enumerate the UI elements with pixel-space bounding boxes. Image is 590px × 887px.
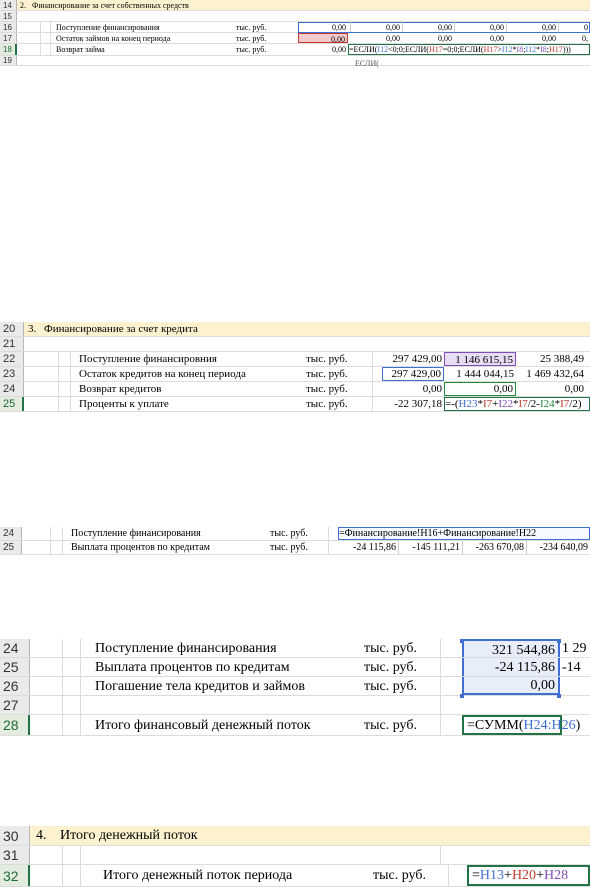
- snippet-own-funds: [0, 0, 590, 66]
- row-23: [0, 367, 590, 382]
- row-header[interactable]: 21: [0, 337, 24, 351]
- row-24: [0, 639, 590, 658]
- row-26: [0, 677, 590, 696]
- row-24: [0, 382, 590, 397]
- row-label: Поступление финансировния: [79, 353, 217, 365]
- row-label: Остаток займов на конец периода: [56, 34, 171, 43]
- value-cell[interactable]: 0,00: [454, 22, 506, 32]
- value-cell[interactable]: -145 111,21: [398, 541, 462, 554]
- unit-cell: тыс. руб.: [364, 679, 417, 694]
- row-header[interactable]: 19: [0, 56, 17, 65]
- value-cell[interactable]: -24 115,86: [462, 658, 560, 676]
- row-28: [0, 715, 590, 736]
- value-cell[interactable]: 1 469 432,64: [526, 368, 584, 380]
- row-25: [0, 541, 590, 555]
- row-27: [0, 696, 590, 715]
- row-header[interactable]: 27: [0, 696, 30, 714]
- value-cell[interactable]: 0,00: [402, 22, 454, 32]
- row-header[interactable]: 24: [0, 639, 30, 657]
- formula-cell[interactable]: =ЕСЛИ(I12<0;0;ЕСЛИ(H17=0;0;ЕСЛИ(H17>I12*I8;I12*I8;H17))): [348, 44, 590, 55]
- unit-cell: тыс. руб.: [236, 34, 267, 43]
- unit-cell: тыс. руб.: [306, 398, 348, 410]
- unit-cell: тыс. руб.: [373, 868, 426, 883]
- row-header-selected[interactable]: 28: [0, 715, 30, 735]
- value-cell[interactable]: 321 544,86: [462, 639, 560, 657]
- value-cell[interactable]: 0,00: [350, 22, 402, 32]
- unit-cell: тыс. руб.: [306, 368, 348, 380]
- value-cell[interactable]: 0: [558, 22, 590, 32]
- value-cell[interactable]: 0,00: [438, 34, 452, 43]
- unit-cell: тыс. руб.: [306, 383, 348, 395]
- formula-cell[interactable]: =СУММ(H24:H26): [462, 715, 562, 735]
- row-label: Возврат займа: [56, 45, 105, 54]
- section-number: 2.: [20, 1, 26, 10]
- row-25: [0, 397, 590, 412]
- row-header[interactable]: 30: [0, 826, 30, 845]
- value-cell[interactable]: -22 307,18: [394, 398, 442, 410]
- section-title: Финансирование за счет собственных средств: [32, 1, 189, 10]
- formula-cell[interactable]: =-(H23*I7+I22*I7/2-I24*I7/2): [444, 397, 590, 411]
- value-cell[interactable]: 0,00: [422, 383, 442, 395]
- snippet-financial-cashflow: [0, 639, 590, 738]
- value-cell[interactable]: 0,00: [462, 677, 560, 695]
- row-24: [0, 527, 590, 541]
- snippet-credit-funding: [0, 322, 590, 414]
- unit-cell: тыс. руб.: [270, 528, 308, 539]
- section-number: 4.: [36, 828, 47, 843]
- row-label: Поступление финансирования: [95, 641, 277, 656]
- value-cell[interactable]: -24 115,86: [353, 542, 396, 553]
- row-header[interactable]: 20: [0, 322, 24, 336]
- row-32: [0, 865, 590, 887]
- unit-cell: тыс. руб.: [364, 660, 417, 675]
- value-cell-referenced[interactable]: 0,00: [298, 33, 348, 43]
- unit-cell: тыс. руб.: [364, 641, 417, 656]
- value-cell[interactable]: 1 29: [562, 641, 587, 656]
- unit-cell: тыс. руб.: [236, 45, 267, 54]
- value-cell[interactable]: 0,00: [490, 34, 504, 43]
- row-header[interactable]: 25: [0, 658, 30, 676]
- value-cell[interactable]: 0,00: [564, 383, 584, 395]
- unit-cell: тыс. руб.: [306, 353, 348, 365]
- value-cell[interactable]: 1 444 044,15: [456, 368, 514, 380]
- row-header[interactable]: 25: [0, 541, 22, 554]
- selection-handle[interactable]: [460, 639, 464, 643]
- value-cell[interactable]: -234 640,09: [526, 541, 590, 554]
- formula-cell[interactable]: =Финансирование!H16+Финансирование!H22: [338, 527, 590, 540]
- value-cell[interactable]: 0,00: [542, 34, 556, 43]
- value-cell[interactable]: -14: [562, 660, 581, 675]
- row-14: [0, 0, 590, 11]
- value-cell[interactable]: 297 429,00: [392, 353, 442, 365]
- row-header[interactable]: 14: [0, 0, 17, 10]
- row-header-selected[interactable]: 25: [0, 397, 24, 411]
- row-label: Выплата процентов по кредитам: [95, 660, 290, 675]
- snippet-financing-summary-small: [0, 527, 590, 555]
- value-cell[interactable]: 0,00: [332, 23, 346, 32]
- row-header[interactable]: 24: [0, 527, 22, 540]
- value-cell[interactable]: -263 670,08: [462, 541, 526, 554]
- row-20: [0, 322, 590, 337]
- row-17: [0, 33, 590, 44]
- row-header[interactable]: 26: [0, 677, 30, 695]
- section-title: Итого денежный поток: [60, 828, 198, 843]
- row-header[interactable]: 22: [0, 352, 24, 366]
- unit-cell: тыс. руб.: [270, 542, 308, 553]
- row-header[interactable]: 15: [0, 11, 17, 21]
- row-label: Проценты к уплате: [79, 398, 169, 410]
- row-header[interactable]: 23: [0, 367, 24, 381]
- row-header[interactable]: 31: [0, 846, 30, 864]
- row-label: Поступление финансирования: [71, 528, 201, 539]
- row-15: [0, 11, 590, 22]
- value-cell-referenced[interactable]: 1 146 615,15: [444, 352, 516, 366]
- row-label: Итого денежный поток периода: [103, 868, 293, 883]
- snippet-total-cashflow: [0, 826, 590, 887]
- row-30: [0, 826, 590, 846]
- row-16: [0, 22, 590, 33]
- unit-cell: тыс. руб.: [236, 23, 267, 32]
- section-title: Финансирование за счет кредита: [44, 323, 198, 335]
- row-25: [0, 658, 590, 677]
- value-cell[interactable]: 0,00: [506, 22, 558, 32]
- value-cell[interactable]: 25 388,49: [540, 353, 584, 365]
- section-number: 3.: [28, 323, 37, 335]
- row-31: [0, 846, 590, 865]
- formula-cell[interactable]: =H13+H20+H28: [467, 865, 590, 886]
- unit-cell: тыс. руб.: [364, 718, 417, 733]
- row-header[interactable]: 24: [0, 382, 24, 396]
- value-cell[interactable]: 0,: [582, 34, 588, 43]
- row-header-selected[interactable]: 18: [0, 44, 17, 55]
- value-cell-referenced[interactable]: 0,00: [444, 382, 516, 396]
- value-cell[interactable]: 0,00: [332, 45, 346, 54]
- row-label: Погашение тела кредитов и займов: [95, 679, 305, 694]
- row-18: [0, 44, 590, 56]
- value-cell-referenced[interactable]: 297 429,00: [382, 367, 444, 381]
- row-label: Поступление финансирования: [56, 23, 160, 32]
- row-header[interactable]: 17: [0, 33, 17, 43]
- row-label: Выплата процентов по кредитам: [71, 542, 211, 553]
- selection-handle[interactable]: [557, 639, 561, 643]
- row-label: Возврат кредитов: [79, 383, 162, 395]
- row-header-selected[interactable]: 32: [0, 865, 30, 886]
- value-cell[interactable]: 0,00: [386, 34, 400, 43]
- row-label: Итого финансовый денежный поток: [95, 718, 311, 733]
- row-21: [0, 337, 590, 352]
- row-22: [0, 352, 590, 367]
- tooltip-partial: ЕСЛИ(: [355, 59, 379, 68]
- row-19: [0, 56, 590, 66]
- row-header[interactable]: 16: [0, 22, 17, 32]
- row-label: Остаток кредитов на конец периода: [79, 368, 246, 380]
